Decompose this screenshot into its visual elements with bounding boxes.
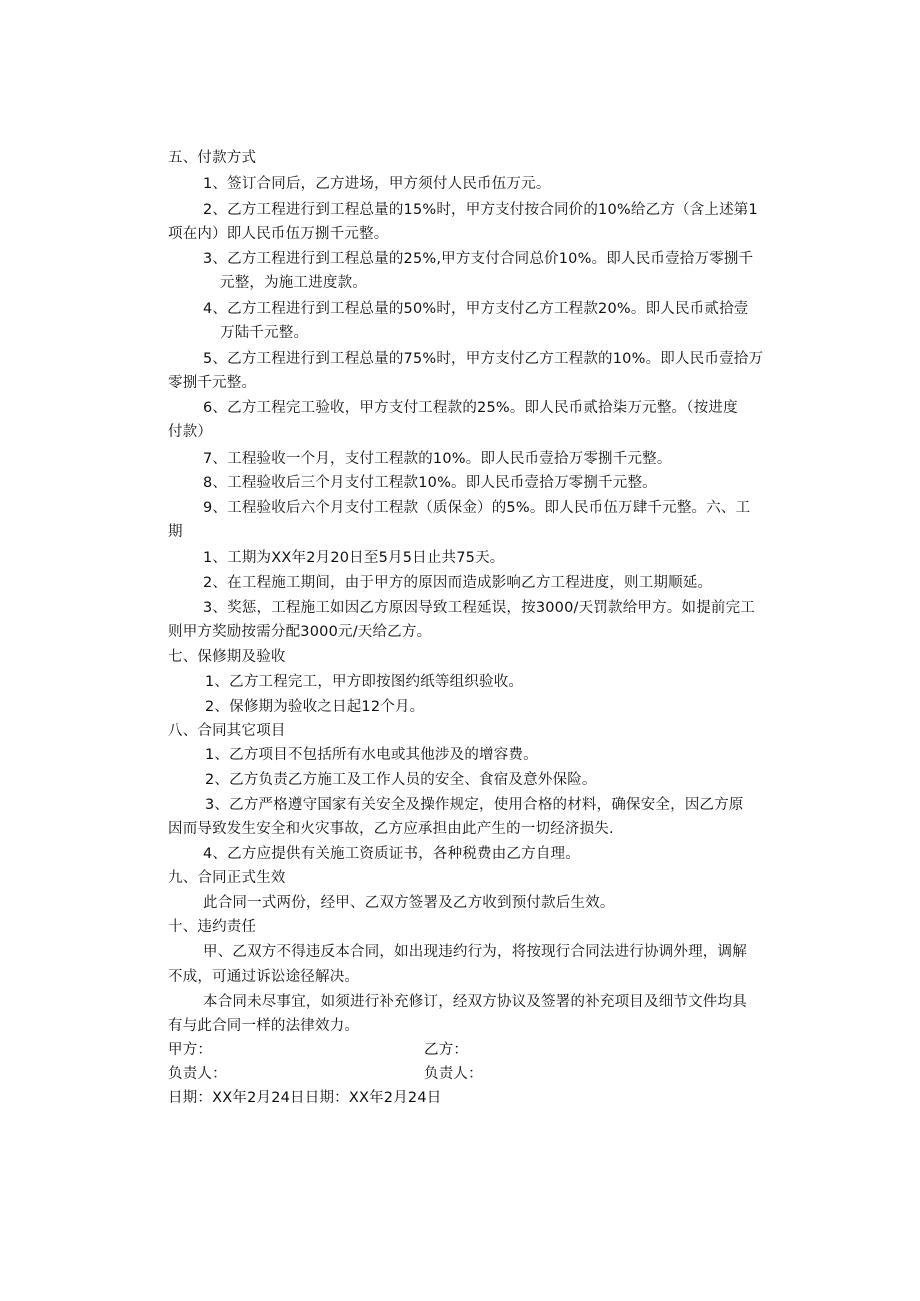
responsible-a-label: 负责人： (168, 1066, 227, 1082)
schedule-item-1: 1、工期为XX年2月20日至5月5日止共75天。 (203, 550, 505, 566)
section-heading-effective: 九、合同正式生效 (168, 870, 286, 886)
warranty-item-2: 2、保修期为验收之日起12个月。 (205, 699, 425, 715)
payment-item-3-line-1: 3、乙方工程进行到工程总量的25%,甲方支付合同总价10%。即人民币壹拾万零捌千 (203, 251, 754, 267)
breach-para-1-line-2: 不成，可通过诉讼途径解决。 (168, 969, 360, 985)
payment-item-9-line-2: 期 (168, 524, 183, 540)
responsible-b-label: 负责人： (424, 1066, 483, 1082)
payment-item-6-line-2: 付款） (168, 424, 213, 440)
payment-item-5-line-1: 5、乙方工程进行到工程总量的75%时，甲方支付乙方工程款的10%。即人民币壹拾万 (203, 351, 764, 367)
party-a-label: 甲方： (168, 1042, 213, 1058)
breach-para-2-line-1: 本合同未尽事宜，如须进行补充修订，经双方协议及签署的补充项目及细节文件均具 (203, 994, 747, 1010)
payment-item-3-line-2: 元整，为施工进度款。 (220, 275, 367, 291)
other-item-1: 1、乙方项目不包括所有水电或其他涉及的增容费。 (205, 747, 538, 763)
payment-item-2-line-1: 2、乙方工程进行到工程总量的15%时，甲方支付按合同价的10%给乙方（含上述第1 (203, 202, 758, 218)
party-b-label: 乙方： (424, 1042, 469, 1058)
warranty-item-1: 1、乙方工程完工，甲方即按图约纸等组织验收。 (205, 674, 524, 690)
payment-item-6-line-1: 6、乙方工程完工验收，甲方支付工程款的25%。即人民币贰拾柒万元整。（按进度 (203, 400, 738, 416)
payment-item-4-line-2: 万陆千元整。 (220, 325, 309, 341)
other-item-2: 2、乙方负责乙方施工及工作人员的安全、食宿及意外保险。 (205, 772, 597, 788)
payment-item-4-line-1: 4、乙方工程进行到工程总量的50%时，甲方支付乙方工程款20%。即人民币贰拾壹 (203, 301, 749, 317)
payment-item-8: 8、工程验收后三个月支付工程款10%。即人民币壹拾万零捌千元整。 (203, 475, 657, 491)
payment-item-1: 1、签订合同后，乙方进场，甲方须付人民币伍万元。 (203, 176, 551, 192)
breach-para-1-line-1: 甲、乙双方不得违反本合同，如出现违约行为，将按现行合同法进行协调外理，调解 (203, 944, 747, 960)
schedule-item-3-line-2: 则甲方奖励按需分配3000元/天给乙方。 (168, 624, 432, 640)
payment-item-5-line-2: 零捌千元整。 (168, 375, 257, 391)
section-heading-payment: 五、付款方式 (168, 150, 257, 166)
payment-item-7: 7、工程验收一个月，支付工程款的10%。即人民币壹拾万零捌千元整。 (203, 451, 672, 467)
section-heading-other: 八、合同其它项目 (168, 723, 286, 739)
schedule-item-3-line-1: 3、奖惩，工程施工如因乙方原因导致工程延误，按3000/天罚款给甲方。如提前完工 (203, 600, 756, 616)
other-item-3-line-1: 3、乙方严格遵守国家有关安全及操作规定，使用合格的材料，确保安全，因乙方原 (205, 797, 744, 813)
other-item-3-line-2: 因而导致发生安全和火灾事故，乙方应承担由此产生的一切经济损失. (168, 821, 614, 837)
effective-text: 此合同一式两份，经甲、乙双方签署及乙方收到预付款后生效。 (203, 895, 615, 911)
section-heading-warranty: 七、保修期及验收 (168, 649, 286, 665)
breach-para-2-line-2: 有与此合同一样的法律效力。 (168, 1018, 360, 1034)
signature-date-line: 日期：XX年2月24日日期：XX年2月24日 (168, 1090, 442, 1106)
other-item-4: 4、乙方应提供有关施工资质证书，各种税费由乙方自理。 (203, 846, 580, 862)
payment-item-2-line-2: 项在内）即人民币伍万捌千元整。 (168, 226, 389, 242)
payment-item-9-line-1: 9、工程验收后六个月支付工程款（质保金）的5%。即人民币伍万肆千元整。六、工 (203, 500, 751, 516)
section-heading-breach: 十、违约责任 (168, 919, 257, 935)
schedule-item-2: 2、在工程施工期间，由于甲方的原因而造成影响乙方工程进度，则工期顺延。 (203, 575, 713, 591)
